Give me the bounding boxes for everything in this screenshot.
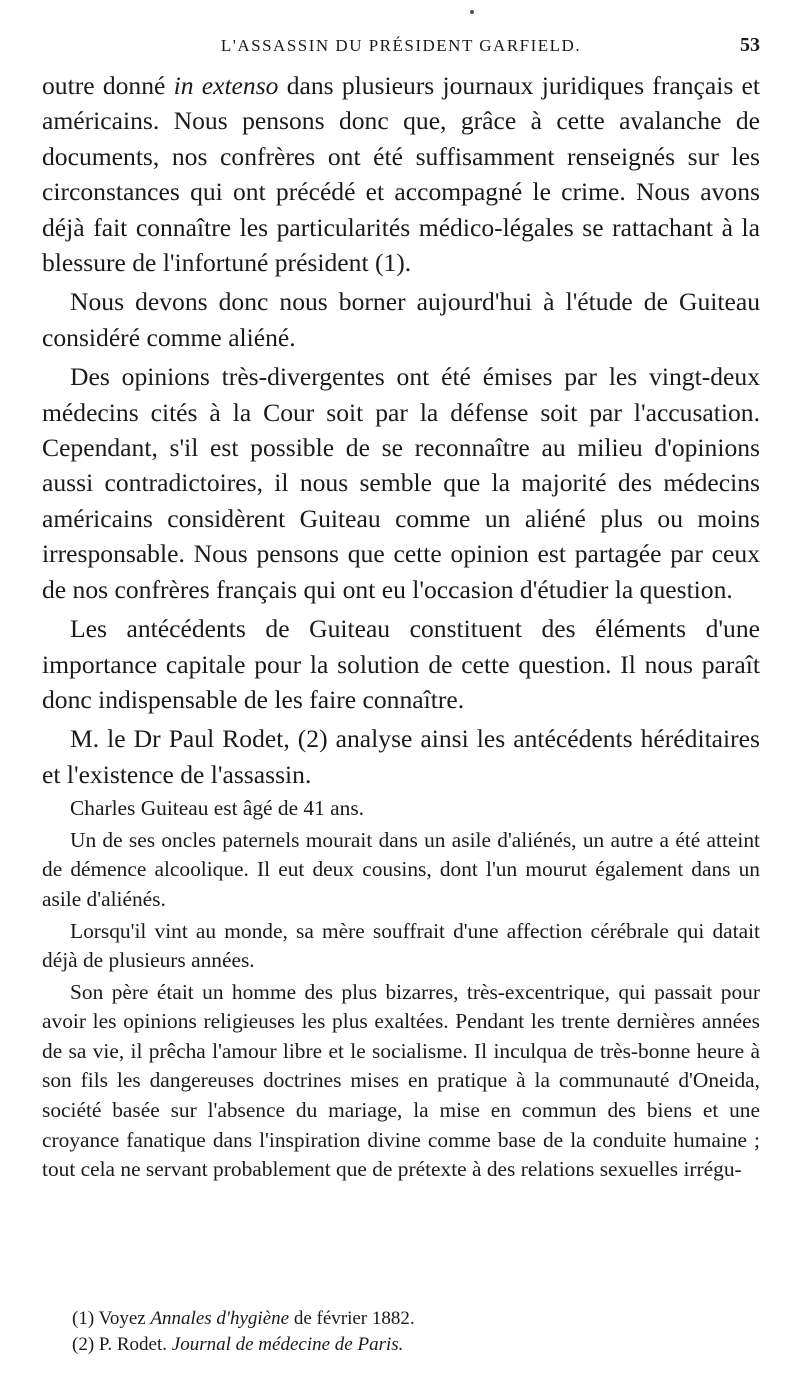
paragraph-1	[42, 68, 760, 280]
footnote-2	[42, 1332, 760, 1358]
footnote-2-before: P. Rodet.	[94, 1334, 172, 1355]
paragraph-2-text: Nous devons donc nous borner aujourd'hui à l'étude de Guiteau considéré comme aliéné.	[42, 287, 760, 352]
scan-speck	[470, 10, 474, 14]
quoted-paragraph-1: Charles Guiteau est âgé de 41 ans.	[70, 796, 365, 821]
footnote-1-title: Annales d'hygiène	[150, 1308, 290, 1329]
footnote-1-before: Voyez	[94, 1308, 151, 1329]
paragraph-4	[42, 611, 760, 717]
paragraph-3-text: Des opinions très-divergentes ont été émises par les vingt-deux médecins cités à la Cour soit par la défense soit par l'accusation. Cependant, s'il est possible de se reconnaître au milieu d'opinions aussi contradictoires, il nous semble que la majorité des médecins américains considèrent Guiteau comme un aliéné plus ou moins irresponsable. Nous pensons que cette opinion est partagée par ceux de nos confrères français qui ont eu l'occasion d'étudier la question.	[42, 362, 760, 604]
paragraph-1-part-2: dans plusieurs journaux juridiques français et américains. Nous pensons donc que, grâce à cette avalanche de documents, nos confrères ont été suffisamment renseignés sur les circonstances qui ont précédé et accompagné le crime. Nous avons déjà fait connaître les particularités médico-légales se rattachant à la blessure de l'infortuné président (1).	[42, 71, 760, 278]
quoted-paragraph-2: Un de ses oncles paternels mourait dans un asile d'aliénés, un autre a été atteint de démence alcoolique. Il eut deux cousins, dont l'un mourut également dans un asile d'aliénés.	[42, 827, 760, 911]
footnote-1	[42, 1306, 760, 1332]
footnote-1-after: de février 1882.	[289, 1308, 415, 1329]
running-head	[42, 36, 760, 64]
running-title: L'ASSASSIN DU PRÉSIDENT GARFIELD.	[220, 36, 582, 55]
quoted-paragraph-3: Lorsqu'il vint au monde, sa mère souffrait d'une affection cérébrale qui datait déjà de plusieurs années.	[42, 918, 760, 973]
main-text	[42, 68, 760, 1185]
quoted-paragraph-4: Son père était un homme des plus bizarres, très-excentrique, qui passait pour avoir les opinions religieuses les plus exaltées. Pendant les trente dernières années de sa vie, il prêcha l'amour libre et le socialisme. Il inculqua de très-bonne heure à son fils les dangereuses doctrines mises en pratique à la communauté d'Oneida, société basée sur l'absence du mariage, la mise en commun des biens et une croyance fanatique dans l'inspiration divine comme base de la conduite humaine ; tout cela ne servant probablement que de prétexte à des relations sexuelles irrégu-	[42, 979, 760, 1182]
page-number: 53	[740, 34, 760, 56]
paragraph-1-part-1: outre donné	[42, 71, 174, 100]
paragraph-3	[42, 359, 760, 607]
paragraph-1-italic-phrase: in extenso	[173, 71, 279, 100]
footnote-2-title: Journal de médecine de Paris.	[171, 1334, 404, 1355]
paragraph-4-text: Les antécédents de Guiteau constituent des éléments d'une importance capitale pour la solution de cette question. Il nous paraît donc indispensable de les faire connaître.	[42, 614, 760, 714]
paragraph-5-text: M. le Dr Paul Rodet, (2) analyse ainsi les antécédents héréditaires et l'existence de l'assassin.	[42, 724, 760, 789]
paragraph-5	[42, 721, 760, 792]
footnote-1-marker: (1)	[72, 1308, 95, 1329]
footnotes	[42, 1306, 760, 1358]
footnote-2-marker: (2)	[72, 1334, 95, 1355]
paragraph-2	[42, 284, 760, 355]
